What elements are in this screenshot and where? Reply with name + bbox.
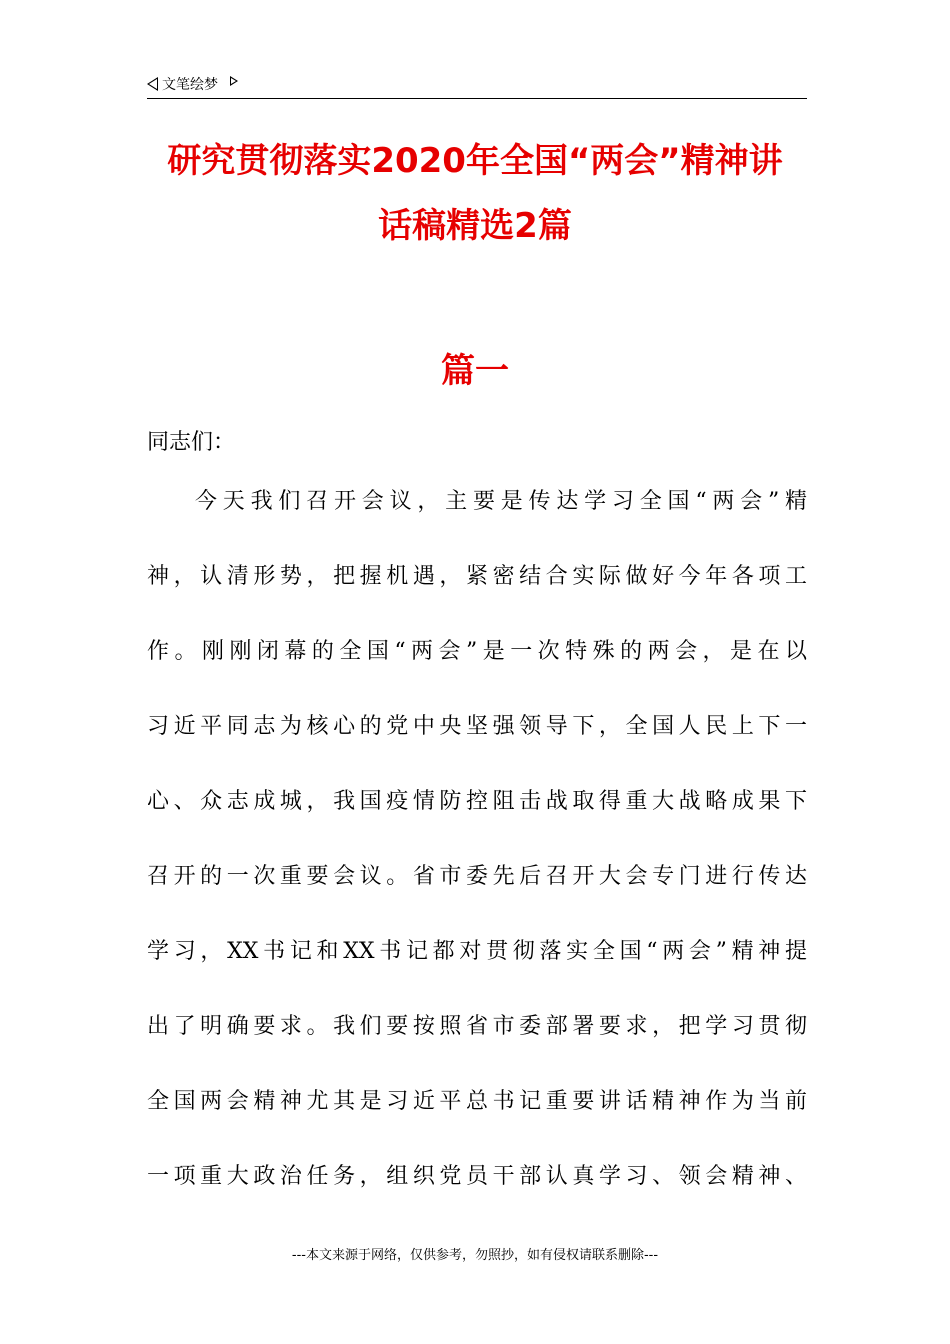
triangle-left-icon (147, 77, 158, 91)
body-line: 学习，XX书记和XX书记都对贯彻落实全国“两会”精神提 (147, 939, 807, 964)
body-line: 神，认清形势，把握机遇，紧密结合实际做好今年各项工 (147, 564, 807, 589)
brand-name: 文笔绘梦 (162, 77, 218, 93)
page-header (147, 72, 807, 99)
document-title-line-1: 研究贯彻落实2020年全国“两会”精神讲 (167, 141, 783, 181)
triangle-right-icon (230, 76, 238, 86)
body-line: 出了明确要求。我们要按照省市委部署要求，把学习贯彻 (147, 1014, 807, 1039)
brand (147, 74, 238, 94)
section-heading: 篇一 (441, 351, 509, 391)
body-line: 作。刚刚闭幕的全国“两会”是一次特殊的两会，是在以 (147, 639, 807, 664)
body-line: 一项重大政治任务，组织党员干部认真学习、领会精神、 (147, 1164, 807, 1189)
body-line: 习近平同志为核心的党中央坚强领导下，全国人民上下一 (147, 714, 807, 739)
body-line: 心、众志成城，我国疫情防控阻击战取得重大战略成果下 (147, 789, 807, 814)
footer-disclaimer: ---本文来源于网络，仅供参考，勿照抄，如有侵权请联系删除--- (291, 1248, 659, 1263)
body-line: 全国两会精神尤其是习近平总书记重要讲话精神作为当前 (147, 1089, 807, 1114)
body-line: 今天我们召开会议，主要是传达学习全国“两会”精 (195, 489, 807, 514)
body-line: 召开的一次重要会议。省市委先后召开大会专门进行传达 (147, 864, 807, 889)
document-title-line-2: 话稿精选2篇 (378, 206, 572, 246)
salutation: 同志们： (147, 430, 236, 455)
